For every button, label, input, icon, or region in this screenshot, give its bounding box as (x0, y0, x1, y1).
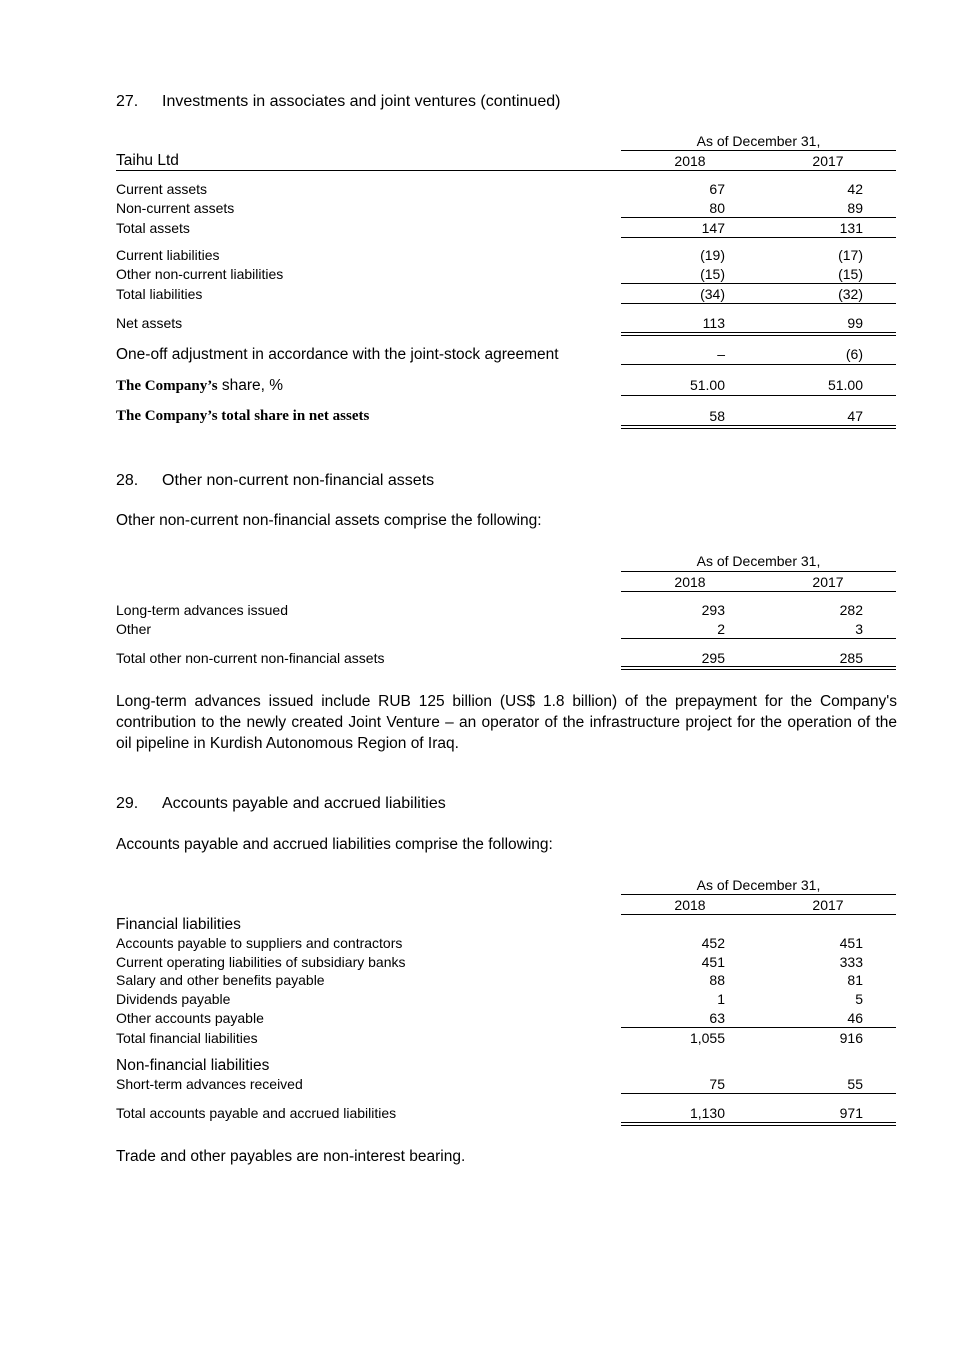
divider (621, 914, 896, 915)
value-2018: 80 (709, 200, 725, 216)
value-2017: 131 (839, 220, 863, 236)
divider (621, 1027, 896, 1028)
value-2017: 971 (839, 1105, 863, 1121)
row-label: Total other non-current non-financial assets (116, 650, 385, 666)
value-2018: 1,130 (689, 1105, 725, 1121)
value-2017: 55 (847, 1076, 863, 1092)
value-2018: 1,055 (689, 1030, 725, 1046)
double-divider (621, 425, 896, 429)
section-27-title: Investments in associates and joint ventures (continued) (162, 93, 561, 110)
value-2018: 451 (701, 954, 725, 970)
value-2018: 51.00 (689, 377, 725, 393)
value-2017: (6) (845, 346, 863, 362)
value-2018: 58 (709, 408, 725, 424)
divider (621, 150, 896, 151)
financial-liabilities-header: Financial liabilities (116, 916, 241, 933)
row-label: Other accounts payable (116, 1010, 264, 1026)
value-2018: (15) (700, 266, 725, 282)
row-label: Accounts payable to suppliers and contractors (116, 935, 403, 951)
divider (621, 591, 896, 592)
double-divider (621, 332, 896, 336)
year-2018: 2018 (674, 153, 706, 169)
value-2018: 75 (709, 1076, 725, 1092)
value-2017: (15) (838, 266, 863, 282)
divider (621, 894, 896, 895)
value-2017: 99 (847, 315, 863, 331)
value-2018: (19) (700, 247, 725, 263)
value-2018: 113 (702, 315, 725, 331)
value-2017: 285 (839, 650, 863, 666)
value-2018: 295 (701, 650, 725, 666)
row-label: Short-term advances received (116, 1076, 303, 1092)
divider (621, 571, 896, 572)
row-label: Net assets (116, 315, 183, 331)
row-label: Current operating liabilities of subsidiary banks (116, 954, 406, 970)
divider (621, 638, 896, 639)
row-label: Salary and other benefits payable (116, 972, 325, 988)
row-label: Total assets (116, 220, 190, 236)
col-header-27: As of December 31, (696, 133, 821, 149)
divider (116, 170, 896, 171)
value-2017: 47 (847, 408, 863, 424)
value-2017: 42 (847, 181, 863, 197)
value-2017: 451 (839, 935, 863, 951)
section-28-intro: Other non-current non-financial assets comprise the following: (116, 512, 542, 529)
row-label: Total liabilities (116, 286, 203, 302)
value-2018: (34) (700, 286, 725, 302)
value-2017: 46 (847, 1010, 863, 1026)
value-2017: 51.00 (827, 377, 863, 393)
entity-name: Taihu Ltd (116, 152, 179, 169)
section-29-title: Accounts payable and accrued liabilities (162, 795, 446, 812)
row-label: Current assets (116, 181, 208, 197)
value-2018: – (717, 346, 725, 362)
value-2018: 88 (709, 972, 725, 988)
row-label: Long-term advances issued (116, 602, 288, 618)
row-label-rest: share, % (217, 377, 284, 394)
year-2017: 2017 (812, 574, 844, 590)
value-2018: 147 (701, 220, 725, 236)
year-2018: 2018 (674, 897, 706, 913)
row-label: Other non-current liabilities (116, 266, 284, 282)
year-2017: 2017 (812, 897, 844, 913)
section-29-intro: Accounts payable and accrued liabilities comprise the following: (116, 836, 553, 853)
value-2017: 89 (847, 200, 863, 216)
value-2017: (32) (838, 286, 863, 302)
value-2017: 916 (839, 1030, 863, 1046)
double-divider (621, 666, 896, 670)
row-label: Dividends payable (116, 991, 231, 1007)
row-label: Non-current assets (116, 200, 235, 216)
value-2017: (17) (838, 247, 863, 263)
value-2017: 5 (855, 991, 863, 1007)
divider (621, 395, 896, 396)
value-2017: 282 (839, 602, 863, 618)
double-divider (621, 1122, 896, 1126)
col-header-28: As of December 31, (696, 553, 821, 569)
row-label: Other (116, 621, 152, 637)
row-label: Current liabilities (116, 247, 220, 263)
row-label: Total accounts payable and accrued liabilities (116, 1105, 397, 1121)
row-label: The Company’s total share in net assets (116, 408, 370, 424)
divider (621, 1093, 896, 1094)
section-28-note: Long-term advances issued include RUB 125 billion (US$ 1.8 billion) of the prepayment for the Company's contribution to the newly created Joint Venture – an operator of the infrastructure project for the operation of the oil pipeline in Kurdish Autonomous Region of Iraq. (116, 693, 897, 752)
value-2018: 293 (701, 602, 725, 618)
value-2018: 63 (709, 1010, 725, 1026)
value-2018: 67 (709, 181, 725, 197)
divider (621, 364, 896, 365)
row-label: One-off adjustment in accordance with the joint-stock agreement (116, 346, 559, 363)
row-label-bold: The Company’s (116, 378, 218, 394)
year-2017: 2017 (812, 153, 844, 169)
section-29-footnote: Trade and other payables are non-interest bearing. (116, 1148, 466, 1165)
value-2018: 2 (717, 621, 725, 637)
nonfinancial-liabilities-header: Non-financial liabilities (116, 1057, 270, 1074)
divider (621, 303, 896, 304)
value-2017: 3 (855, 621, 863, 637)
section-29-number: 29. (116, 795, 139, 812)
row-label: Total financial liabilities (116, 1030, 258, 1046)
divider (621, 283, 896, 284)
section-28-title: Other non-current non-financial assets (162, 472, 435, 489)
year-2018: 2018 (674, 574, 706, 590)
value-2017: 333 (839, 954, 863, 970)
divider (621, 217, 896, 218)
col-header-29: As of December 31, (696, 877, 821, 893)
value-2018: 452 (701, 935, 725, 951)
section-27-number: 27. (116, 93, 139, 110)
value-2018: 1 (717, 991, 725, 1007)
divider (621, 237, 896, 238)
row-label (116, 377, 283, 395)
section-28-number: 28. (116, 472, 139, 489)
value-2017: 81 (847, 972, 863, 988)
